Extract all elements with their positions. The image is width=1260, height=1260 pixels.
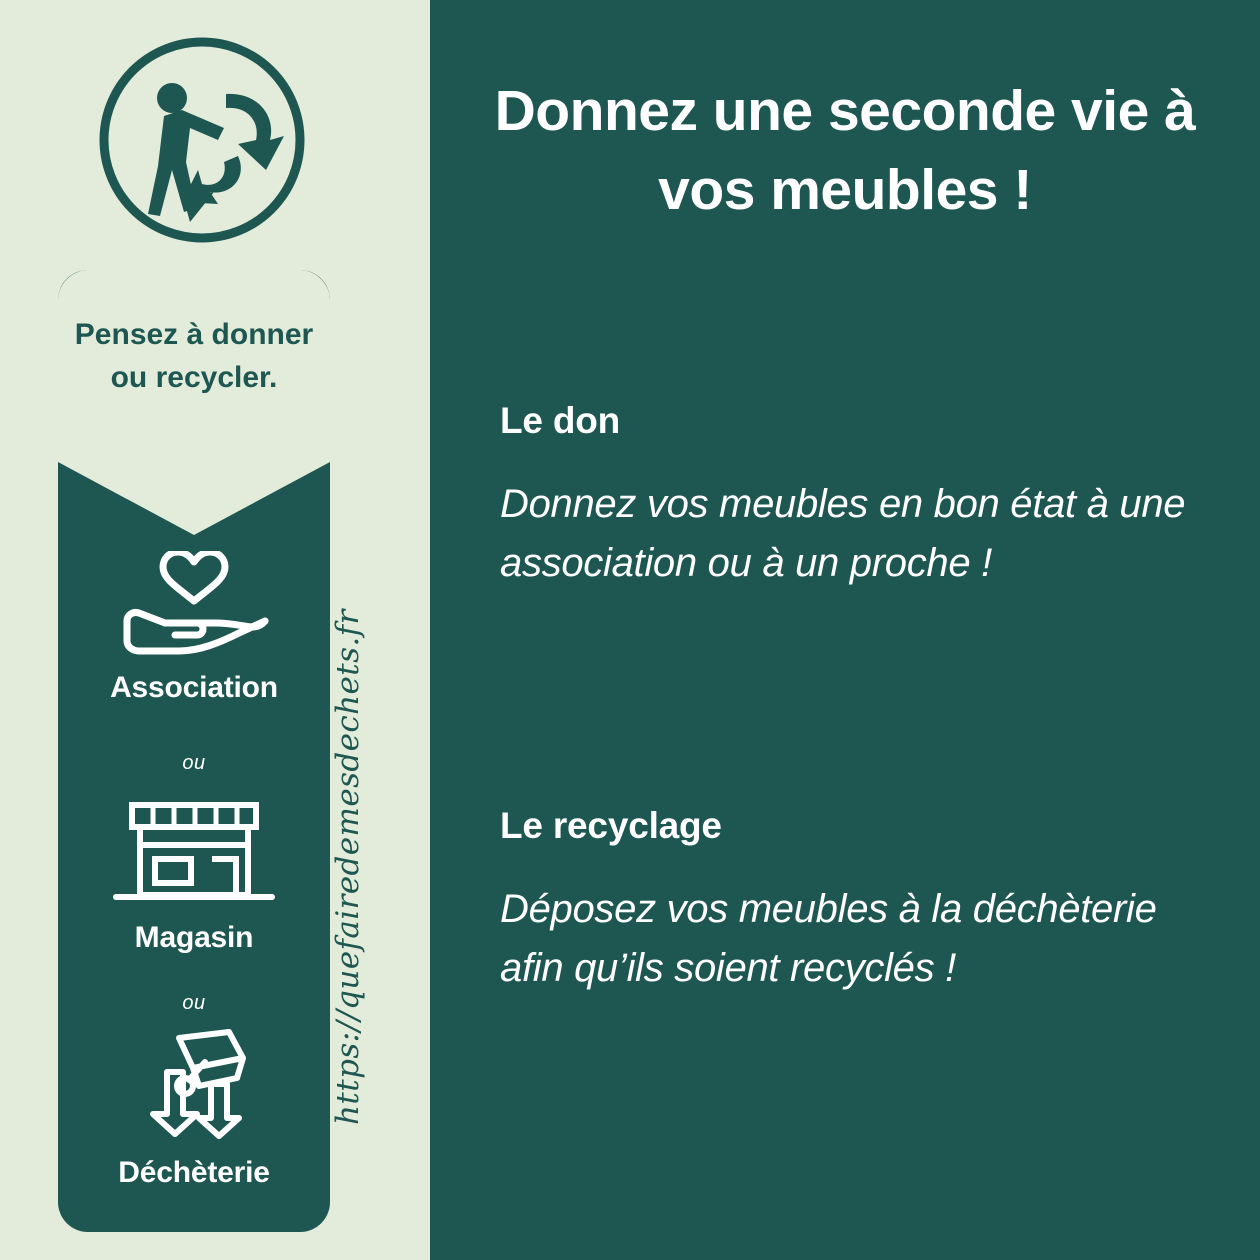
option-decheterie[interactable]	[58, 1030, 330, 1190]
hand-heart-icon	[58, 545, 330, 655]
section-title-le-don: Le don	[500, 400, 621, 441]
separator-ou-2: ou	[182, 992, 206, 1014]
page-title: Donnez une seconde vie à vos meubles !	[494, 79, 1196, 222]
section-body-le-recyclage: Déposez vos meubles à la déchèterie afin qu’ils soient recyclés !	[500, 887, 1157, 990]
section-body-le-don: Donnez vos meubles en bon état à une association ou à un proche !	[500, 482, 1186, 585]
recycling-person-logo	[98, 36, 306, 244]
separator-ou-1: ou	[182, 752, 206, 774]
website-url[interactable]: https://quefairedemesdechets.fr	[330, 609, 366, 1125]
option-magasin[interactable]	[58, 795, 330, 955]
option-association[interactable]	[58, 545, 330, 705]
banner-pensez-a-donner	[58, 270, 330, 535]
section-le-don	[500, 400, 1210, 593]
option-label-association: Association	[110, 671, 278, 704]
option-label-decheterie: Déchèterie	[118, 1156, 270, 1189]
shop-icon	[58, 795, 330, 905]
waste-drop-off-icon	[58, 1030, 330, 1140]
banner-text: Pensez à donner ou recycler.	[74, 318, 314, 394]
section-le-recyclage	[500, 805, 1210, 998]
option-label-magasin: Magasin	[134, 921, 254, 954]
section-title-le-recyclage: Le recyclage	[500, 805, 722, 846]
left-panel	[0, 0, 430, 1260]
